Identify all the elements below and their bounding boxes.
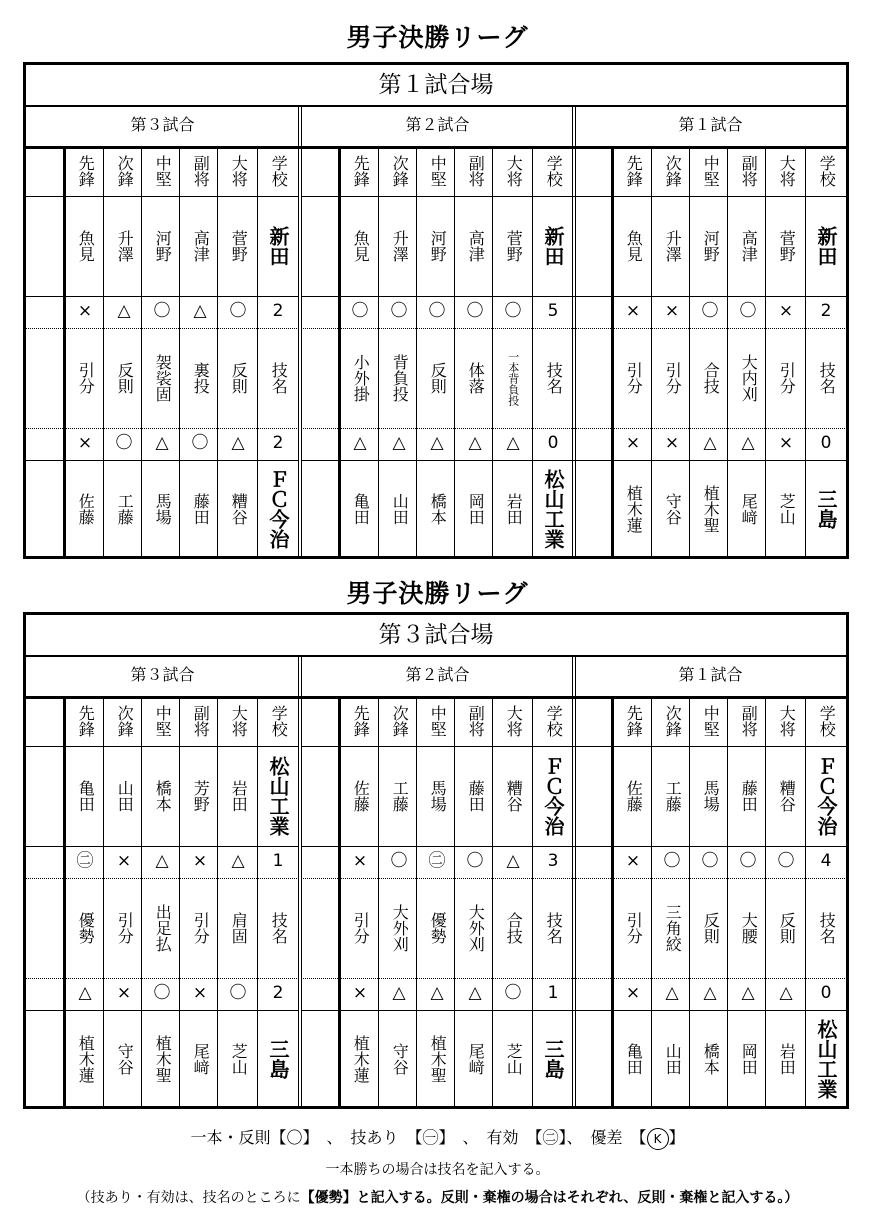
venue-title: 第１試合場 — [26, 65, 846, 107]
tech-cell: 技名 — [269, 912, 289, 944]
pos-cell: 先鋒 — [76, 705, 96, 737]
venue-table — [23, 62, 849, 559]
tech-cell: 背負投 — [390, 354, 410, 402]
pos-cell: 大将 — [229, 155, 249, 187]
venue-table — [23, 612, 849, 1109]
pos-cell: 中堅 — [153, 705, 173, 737]
pos-cell: 先鋒 — [351, 155, 371, 187]
tech-cell: 技名 — [544, 912, 564, 944]
pos-cell: 大将 — [777, 705, 797, 737]
top-cell: ＦＣ今治 — [541, 756, 565, 836]
r1-cell: × — [352, 851, 368, 872]
r2-cell: △ — [155, 433, 169, 454]
r2-cell: △ — [392, 983, 406, 1004]
r2-cell: 0 — [820, 433, 832, 454]
r1-cell: 〇 — [390, 301, 408, 322]
bot-cell: 岡田 — [739, 1043, 759, 1075]
r1-cell: 3 — [547, 851, 559, 872]
r2-cell: 〇 — [504, 983, 522, 1004]
pos-cell: 先鋒 — [76, 155, 96, 187]
match-section — [26, 655, 299, 1106]
match-divider — [298, 655, 302, 1106]
pos-cell: 学校 — [269, 155, 289, 187]
r2-cell: × — [625, 983, 641, 1004]
bot-cell: 植木聖 — [153, 1035, 173, 1083]
tech-cell: 引分 — [191, 912, 211, 944]
r2-cell: △ — [741, 433, 755, 454]
r2-cell: × — [77, 433, 93, 454]
bot-cell: 芝山 — [504, 1043, 524, 1075]
yusa-k-icon: K — [647, 1128, 669, 1150]
r1-cell: 〇 — [229, 301, 247, 322]
tech-cell: 大外刈 — [466, 904, 486, 952]
r2-cell: 〇 — [115, 433, 133, 454]
top-cell: 芳野 — [191, 780, 211, 812]
r2-cell: 〇 — [153, 983, 171, 1004]
tech-cell: 技名 — [544, 362, 564, 394]
column-rule — [805, 696, 806, 1106]
tech-cell: 大腰 — [739, 912, 759, 944]
match-label: 第１試合 — [574, 105, 847, 149]
tech-cell: 反則 — [777, 912, 797, 944]
pos-cell: 次鋒 — [390, 155, 410, 187]
r1-cell: × — [778, 301, 794, 322]
top-cell: 魚見 — [76, 230, 96, 262]
bot-cell: 馬場 — [153, 493, 173, 525]
match-section — [574, 655, 847, 1106]
bot-cell: 植木聖 — [701, 485, 721, 533]
tech-cell: 合技 — [701, 362, 721, 394]
top-cell: 菅野 — [229, 230, 249, 262]
bot-cell: 橋本 — [701, 1043, 721, 1075]
tech-cell: 引分 — [76, 362, 96, 394]
match-label: 第１試合 — [574, 655, 847, 699]
tech-cell: 三角絞 — [663, 904, 683, 952]
top-cell: 新田 — [814, 226, 838, 266]
top-cell: 橋本 — [153, 780, 173, 812]
r2-cell: △ — [392, 433, 406, 454]
match-section — [301, 655, 574, 1106]
legend-line-1 — [0, 1125, 875, 1150]
r2-cell: × — [664, 433, 680, 454]
top-cell: 馬場 — [701, 780, 721, 812]
tech-cell: 合技 — [504, 912, 524, 944]
top-cell: 新田 — [541, 226, 565, 266]
pos-cell: 学校 — [544, 705, 564, 737]
pos-cell: 次鋒 — [663, 705, 683, 737]
pos-cell: 大将 — [504, 705, 524, 737]
bot-cell: ＦＣ今治 — [266, 469, 290, 549]
bot-cell: 工藤 — [115, 493, 135, 525]
match-section — [26, 105, 299, 556]
tech-cell: 優勢 — [76, 912, 96, 944]
r1-cell: 2 — [820, 301, 832, 322]
top-cell: 高津 — [191, 230, 211, 262]
top-cell: 高津 — [739, 230, 759, 262]
bot-cell: 松山工業 — [814, 1019, 838, 1099]
top-cell: 魚見 — [351, 230, 371, 262]
bot-cell: 植木蓮 — [76, 1035, 96, 1083]
r1-cell: × — [116, 851, 132, 872]
top-cell: 河野 — [701, 230, 721, 262]
legend-note-a: （技あり・有効は、技名のところに — [76, 1190, 301, 1206]
r2-cell: × — [192, 983, 208, 1004]
bot-cell: 植木蓮 — [624, 485, 644, 533]
tech-cell: 引分 — [351, 912, 371, 944]
tech-cell: 反則 — [229, 362, 249, 394]
top-cell: ＦＣ今治 — [814, 756, 838, 836]
pos-cell: 中堅 — [701, 705, 721, 737]
tech-cell: 優勢 — [428, 912, 448, 944]
top-cell: 岩田 — [229, 780, 249, 812]
top-cell: 糟谷 — [504, 780, 524, 812]
r1-cell: 〇 — [701, 301, 719, 322]
tech-cell: 反則 — [115, 362, 135, 394]
bot-cell: 守谷 — [390, 1043, 410, 1075]
legend-line-3 — [0, 1187, 875, 1207]
top-cell: 魚見 — [624, 230, 644, 262]
bot-cell: 芝山 — [229, 1043, 249, 1075]
r2-cell: 0 — [547, 433, 559, 454]
pos-cell: 大将 — [504, 155, 524, 187]
bot-cell: 三島 — [266, 1039, 290, 1079]
bot-cell: 岩田 — [777, 1043, 797, 1075]
legend-note-b: 【優勢】と記入する。反則・棄権の場合はそれぞれ、反則・棄権と記入する。） — [300, 1190, 799, 1206]
bot-cell: 橋本 — [428, 493, 448, 525]
r2-cell: △ — [430, 983, 444, 1004]
pos-cell: 学校 — [817, 155, 837, 187]
column-rule — [805, 146, 806, 556]
top-cell: 菅野 — [504, 230, 524, 262]
r1-cell: 〇 — [777, 851, 795, 872]
league-title: 男子決勝リーグ — [346, 579, 529, 608]
pos-cell: 中堅 — [428, 705, 448, 737]
column-rule — [532, 696, 533, 1106]
r1-cell: 〇 — [739, 851, 757, 872]
top-cell: 新田 — [266, 226, 290, 266]
bot-cell: 守谷 — [663, 493, 683, 525]
bot-cell: 守谷 — [115, 1043, 135, 1075]
tech-cell: 大外刈 — [390, 904, 410, 952]
tech-cell: 袈裟固 — [153, 354, 173, 402]
r2-cell: △ — [468, 983, 482, 1004]
r2-cell: 0 — [820, 983, 832, 1004]
r2-cell: × — [116, 983, 132, 1004]
top-cell: 升澤 — [115, 230, 135, 262]
match-label: 第２試合 — [301, 655, 574, 699]
pos-cell: 先鋒 — [351, 705, 371, 737]
bot-cell: 三島 — [541, 1039, 565, 1079]
tech-cell: 反則 — [701, 912, 721, 944]
r2-cell: 〇 — [191, 433, 209, 454]
r2-cell: × — [778, 433, 794, 454]
r1-cell: 4 — [820, 851, 832, 872]
pos-cell: 副将 — [466, 155, 486, 187]
r1-cell: 〇 — [390, 851, 408, 872]
pos-cell: 副将 — [191, 705, 211, 737]
pos-cell: 中堅 — [153, 155, 173, 187]
bot-cell: 植木蓮 — [351, 1035, 371, 1083]
top-cell: 亀田 — [76, 780, 96, 812]
pos-cell: 副将 — [466, 705, 486, 737]
bot-cell: 尾﨑 — [466, 1043, 486, 1075]
r1-cell: 〇 — [428, 301, 446, 322]
header-rule — [26, 146, 846, 149]
r1-cell: × — [625, 301, 641, 322]
r2-cell: △ — [353, 433, 367, 454]
pos-cell: 学校 — [817, 705, 837, 737]
pos-cell: 副将 — [739, 705, 759, 737]
r1-cell: 2 — [272, 301, 284, 322]
r2-cell: × — [625, 433, 641, 454]
top-cell: 河野 — [428, 230, 448, 262]
tech-cell: 小外掛 — [351, 354, 371, 402]
pos-cell: 先鋒 — [624, 705, 644, 737]
r1-cell: × — [625, 851, 641, 872]
tech-cell: 大内刈 — [739, 354, 759, 402]
tech-cell: 出足払 — [153, 904, 173, 952]
top-cell: 升澤 — [663, 230, 683, 262]
bot-cell: 糟谷 — [229, 493, 249, 525]
r1-cell: 1 — [272, 851, 284, 872]
pos-cell: 中堅 — [701, 155, 721, 187]
bot-cell: 藤田 — [191, 493, 211, 525]
bot-cell: 佐藤 — [76, 493, 96, 525]
r1-cell: △ — [506, 851, 520, 872]
tech-cell: 引分 — [663, 362, 683, 394]
top-cell: 菅野 — [777, 230, 797, 262]
bot-cell: 山田 — [663, 1043, 683, 1075]
bot-cell: 岩田 — [504, 493, 524, 525]
pos-cell: 学校 — [269, 705, 289, 737]
tech-cell: 引分 — [624, 362, 644, 394]
match-label: 第２試合 — [301, 105, 574, 149]
venue-title: 第３試合場 — [26, 615, 846, 657]
tech-cell: 肩固 — [229, 912, 249, 944]
r2-cell: 1 — [547, 983, 559, 1004]
top-cell: 糟谷 — [777, 780, 797, 812]
league-title: 男子決勝リーグ — [346, 23, 529, 52]
bot-cell: 亀田 — [624, 1043, 644, 1075]
top-cell: 工藤 — [663, 780, 683, 812]
r2-cell: 2 — [272, 433, 284, 454]
pos-cell: 学校 — [544, 155, 564, 187]
r1-cell: 〇 — [739, 301, 757, 322]
pos-cell: 副将 — [739, 155, 759, 187]
r2-cell: △ — [506, 433, 520, 454]
r2-cell: △ — [231, 433, 245, 454]
r1-cell: 〇 — [504, 301, 522, 322]
r2-cell: △ — [703, 433, 717, 454]
bot-cell: 亀田 — [351, 493, 371, 525]
r2-cell: △ — [703, 983, 717, 1004]
column-rule — [257, 696, 258, 1106]
pos-cell: 中堅 — [428, 155, 448, 187]
top-cell: 藤田 — [466, 780, 486, 812]
pos-cell: 大将 — [229, 705, 249, 737]
column-rule — [532, 146, 533, 556]
bot-cell: 三島 — [814, 489, 838, 529]
r1-cell: ㊁ — [76, 851, 94, 872]
top-cell: 升澤 — [390, 230, 410, 262]
r1-cell: 〇 — [466, 851, 484, 872]
tech-cell: 体落 — [466, 362, 486, 394]
pos-cell: 副将 — [191, 155, 211, 187]
tech-cell: 引分 — [624, 912, 644, 944]
r2-cell: × — [352, 983, 368, 1004]
r1-cell: ㊁ — [428, 851, 446, 872]
match-divider — [572, 655, 576, 1106]
r1-cell: 〇 — [153, 301, 171, 322]
tech-cell: 技名 — [817, 912, 837, 944]
column-rule — [257, 146, 258, 556]
tech-cell: 引分 — [777, 362, 797, 394]
r2-cell: △ — [430, 433, 444, 454]
r1-cell: △ — [155, 851, 169, 872]
pos-cell: 次鋒 — [663, 155, 683, 187]
tech-cell: 裏投 — [191, 362, 211, 394]
tech-cell: 技名 — [269, 362, 289, 394]
bot-cell: 尾﨑 — [191, 1043, 211, 1075]
legend-close: 】 — [668, 1128, 685, 1147]
r1-cell: × — [664, 301, 680, 322]
r2-cell: 〇 — [229, 983, 247, 1004]
top-cell: 藤田 — [739, 780, 759, 812]
r2-cell: △ — [665, 983, 679, 1004]
tech-cell: 技名 — [817, 362, 837, 394]
bot-cell: 芝山 — [777, 493, 797, 525]
bot-cell: 岡田 — [466, 493, 486, 525]
r2-cell: △ — [468, 433, 482, 454]
pos-cell: 次鋒 — [115, 705, 135, 737]
tech-cell: 一本背負投 — [506, 350, 520, 406]
top-cell: 佐藤 — [624, 780, 644, 812]
match-divider — [298, 105, 302, 556]
match-section — [301, 105, 574, 556]
r1-cell: × — [77, 301, 93, 322]
pos-cell: 次鋒 — [115, 155, 135, 187]
tech-cell: 反則 — [428, 362, 448, 394]
match-section — [574, 105, 847, 556]
match-divider — [572, 105, 576, 556]
header-rule — [26, 696, 846, 699]
top-cell: 高津 — [466, 230, 486, 262]
pos-cell: 先鋒 — [624, 155, 644, 187]
bot-cell: 植木聖 — [428, 1035, 448, 1083]
top-cell: 佐藤 — [351, 780, 371, 812]
match-label: 第３試合 — [26, 105, 299, 149]
r2-cell: △ — [78, 983, 92, 1004]
r2-cell: △ — [741, 983, 755, 1004]
r1-cell: △ — [193, 301, 207, 322]
r1-cell: 〇 — [466, 301, 484, 322]
r1-cell: 5 — [547, 301, 559, 322]
r1-cell: △ — [117, 301, 131, 322]
top-cell: 河野 — [153, 230, 173, 262]
r1-cell: 〇 — [351, 301, 369, 322]
top-cell: 馬場 — [428, 780, 448, 812]
bot-cell: 山田 — [390, 493, 410, 525]
r1-cell: × — [192, 851, 208, 872]
top-cell: 工藤 — [390, 780, 410, 812]
bot-cell: 尾﨑 — [739, 493, 759, 525]
top-cell: 山田 — [115, 780, 135, 812]
legend-line-2: 一本勝ちの場合は技名を記入する。 — [325, 1162, 550, 1178]
pos-cell: 次鋒 — [390, 705, 410, 737]
legend-marks: 一本・反則【〇】 、 技あり 【㊀】 、 有効 【㊁】、 優差 【 — [190, 1128, 647, 1147]
r1-cell: △ — [231, 851, 245, 872]
match-label: 第３試合 — [26, 655, 299, 699]
r1-cell: 〇 — [701, 851, 719, 872]
r2-cell: 2 — [272, 983, 284, 1004]
bot-cell: 松山工業 — [541, 469, 565, 549]
top-cell: 松山工業 — [266, 756, 290, 836]
pos-cell: 大将 — [777, 155, 797, 187]
r2-cell: △ — [779, 983, 793, 1004]
r1-cell: 〇 — [663, 851, 681, 872]
tech-cell: 引分 — [115, 912, 135, 944]
